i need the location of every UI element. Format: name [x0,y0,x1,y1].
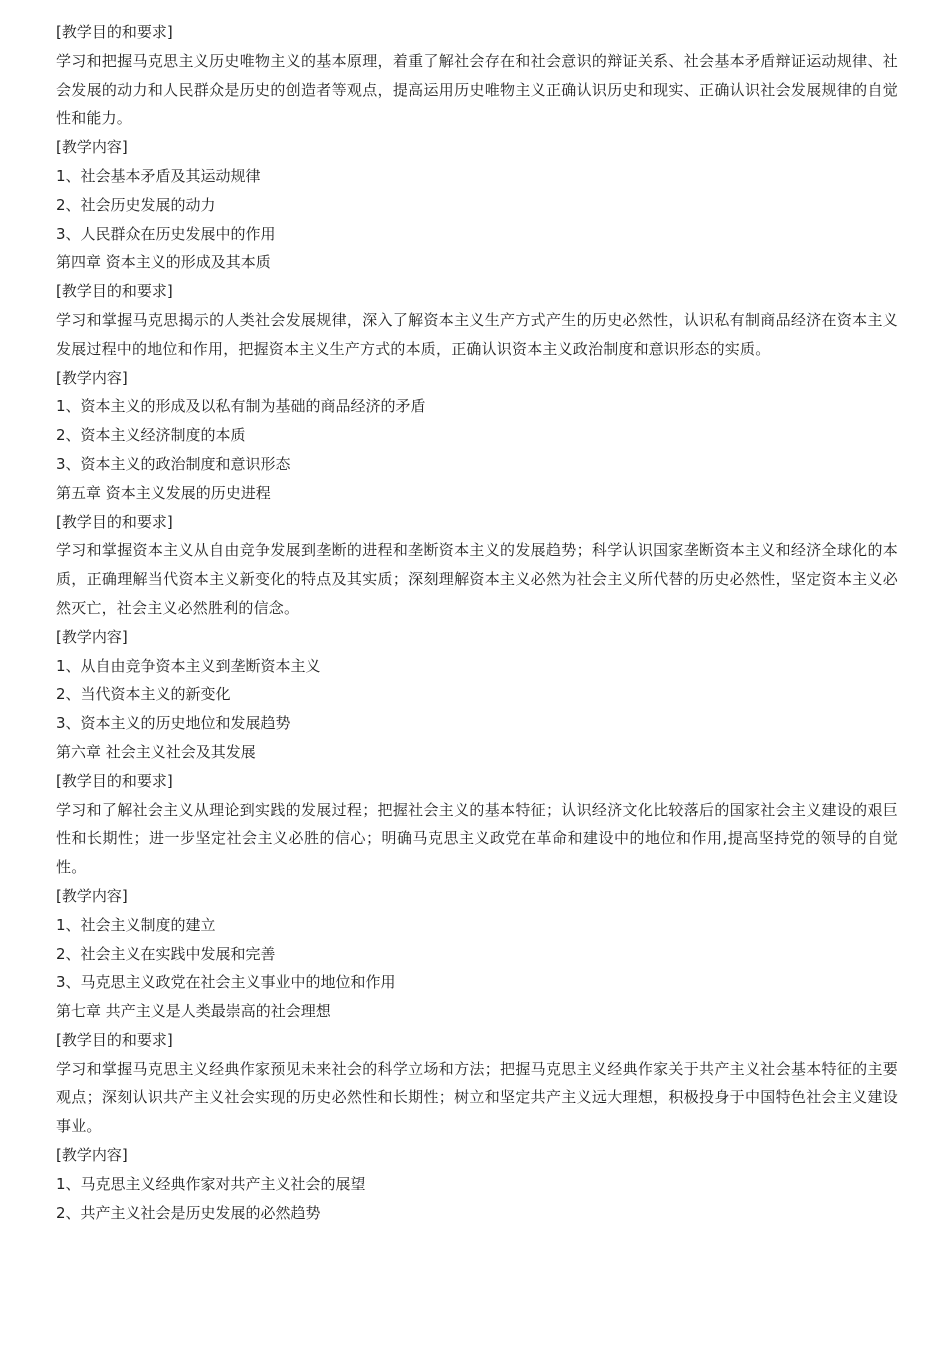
list-item: 1、从自由竞争资本主义到垄断资本主义 [56,656,321,675]
paragraph: 学习和掌握马克思主义经典作家预见未来社会的科学立场和方法；把握马克思主义经典作家关于共产主义社会基本特征的主要观点；深刻认识共产主义社会实现的历史必然性和长期性；树立和坚定共产主义远大理想，积极投身于中国特色社会主义建设事业。 [56,1059,898,1136]
list-item: 3、马克思主义政党在社会主义事业中的地位和作用 [56,973,396,992]
paragraph: 学习和掌握马克思揭示的人类社会发展规律，深入了解资本主义生产方式产生的历史必然性，认识私有制商品经济在资本主义发展过程中的地位和作用，把握资本主义生产方式的本质，正确认识资本主义政治制度和意识形态的实质。 [56,310,898,358]
list-item: 1、社会基本矛盾及其运动规律 [56,166,261,185]
list-item: 3、资本主义的政治制度和意识形态 [56,454,291,473]
list-item: 3、人民群众在历史发展中的作用 [56,224,276,243]
section-heading: [教学内容] [56,1146,128,1165]
list-item: 2、社会历史发展的动力 [56,195,216,214]
paragraph: 学习和掌握资本主义从自由竞争发展到垄断的进程和垄断资本主义的发展趋势；科学认识国家垄断资本主义和经济全球化的本质，正确理解当代资本主义新变化的特点及其实质；深刻理解资本主义必然为社会主义所代替的历史必然性，坚定资本主义必然灭亡，社会主义必然胜利的信念。 [56,541,898,617]
chapter-title: 第五章 资本主义发展的历史进程 [56,483,271,502]
list-item: 2、资本主义经济制度的本质 [56,426,246,445]
section-heading: [教学内容] [56,886,128,905]
section-heading: [教学目的和要求] [56,23,173,41]
section-heading: [教学内容] [56,138,128,157]
list-item: 1、资本主义的形成及以私有制为基础的商品经济的矛盾 [56,397,426,416]
section-heading: [教学目的和要求] [56,282,173,301]
section-heading: [教学目的和要求] [56,1030,173,1049]
list-item: 1、社会主义制度的建立 [56,915,216,934]
chapter-title: 第六章 社会主义社会及其发展 [56,742,256,761]
list-item: 3、资本主义的历史地位和发展趋势 [56,714,291,733]
chapter-title: 第七章 共产主义是人类最崇高的社会理想 [56,1002,331,1021]
section-heading: [教学目的和要求] [56,512,173,531]
list-item: 2、当代资本主义的新变化 [56,685,231,704]
paragraph: 学习和了解社会主义从理论到实践的发展过程；把握社会主义的基本特征；认识经济文化比较落后的国家社会主义建设的艰巨性和长期性；进一步坚定社会主义必胜的信心；明确马克思主义政党在革命和建设中的地位和作用,提高坚持党的领导的自觉性。 [56,800,898,877]
paragraph: 学习和把握马克思主义历史唯物主义的基本原理，着重了解社会存在和社会意识的辩证关系、社会基本矛盾辩证运动规律、社会发展的动力和人民群众是历史的创造者等观点，提高运用历史唯物主义正确认识历史和现实、正确认识社会发展规律的自觉性和能力。 [56,51,898,128]
section-heading: [教学内容] [56,627,128,646]
list-item: 2、共产主义社会是历史发展的必然趋势 [56,1203,321,1222]
list-item: 2、社会主义在实践中发展和完善 [56,944,276,963]
list-item: 1、马克思主义经典作家对共产主义社会的展望 [56,1174,366,1193]
chapter-title: 第四章 资本主义的形成及其本质 [56,253,271,272]
section-heading: [教学目的和要求] [56,771,173,790]
section-heading: [教学内容] [56,368,128,387]
document-page [56,18,898,1227]
